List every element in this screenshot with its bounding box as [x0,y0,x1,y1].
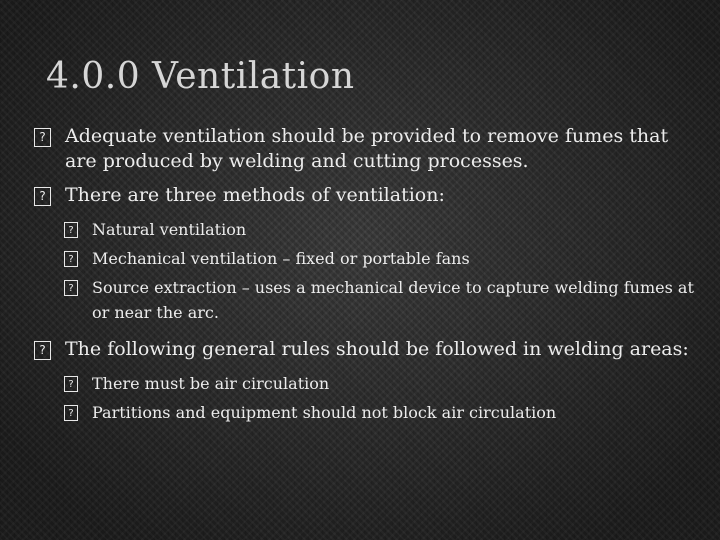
sub-bullet-text: Source extraction – uses a mechanical device to capture welding fumes at or near the arc. [92,278,694,322]
bullet-box-icon: ? [64,251,78,267]
bullet-box-icon: ? [34,187,51,206]
sub-bullet-text: Mechanical ventilation – fixed or portable fans [92,249,470,268]
sub-bullet-item [64,371,694,396]
bullet-text: Adequate ventilation should be provided to remove fumes that are produced by welding and cutting processes. [65,125,669,172]
slide-content [34,124,694,437]
bullet-item [34,337,694,362]
bullet-box-icon: ? [34,128,51,147]
bullet-box-icon: ? [64,376,78,392]
bullet-item [34,124,694,174]
bullet-box-icon: ? [64,405,78,421]
sub-bullet-item [64,400,694,425]
sub-bullet-text: Partitions and equipment should not block air circulation [92,403,557,422]
sub-bullet-item [64,275,694,325]
sub-bullet-text: There must be air circulation [92,374,330,393]
slide-title: 4.0.0 Ventilation [46,56,355,97]
bullet-item [34,183,694,208]
bullet-box-icon: ? [34,341,51,360]
sub-bullet-item [64,217,694,242]
bullet-text: The following general rules should be followed in welding areas: [65,338,689,360]
bullet-box-icon: ? [64,222,78,238]
bullet-box-icon: ? [64,280,78,296]
sub-list [34,217,694,325]
sub-bullet-text: Natural ventilation [92,220,247,239]
sub-list [34,371,694,425]
bullet-text: There are three methods of ventilation: [65,184,445,206]
sub-bullet-item [64,246,694,271]
